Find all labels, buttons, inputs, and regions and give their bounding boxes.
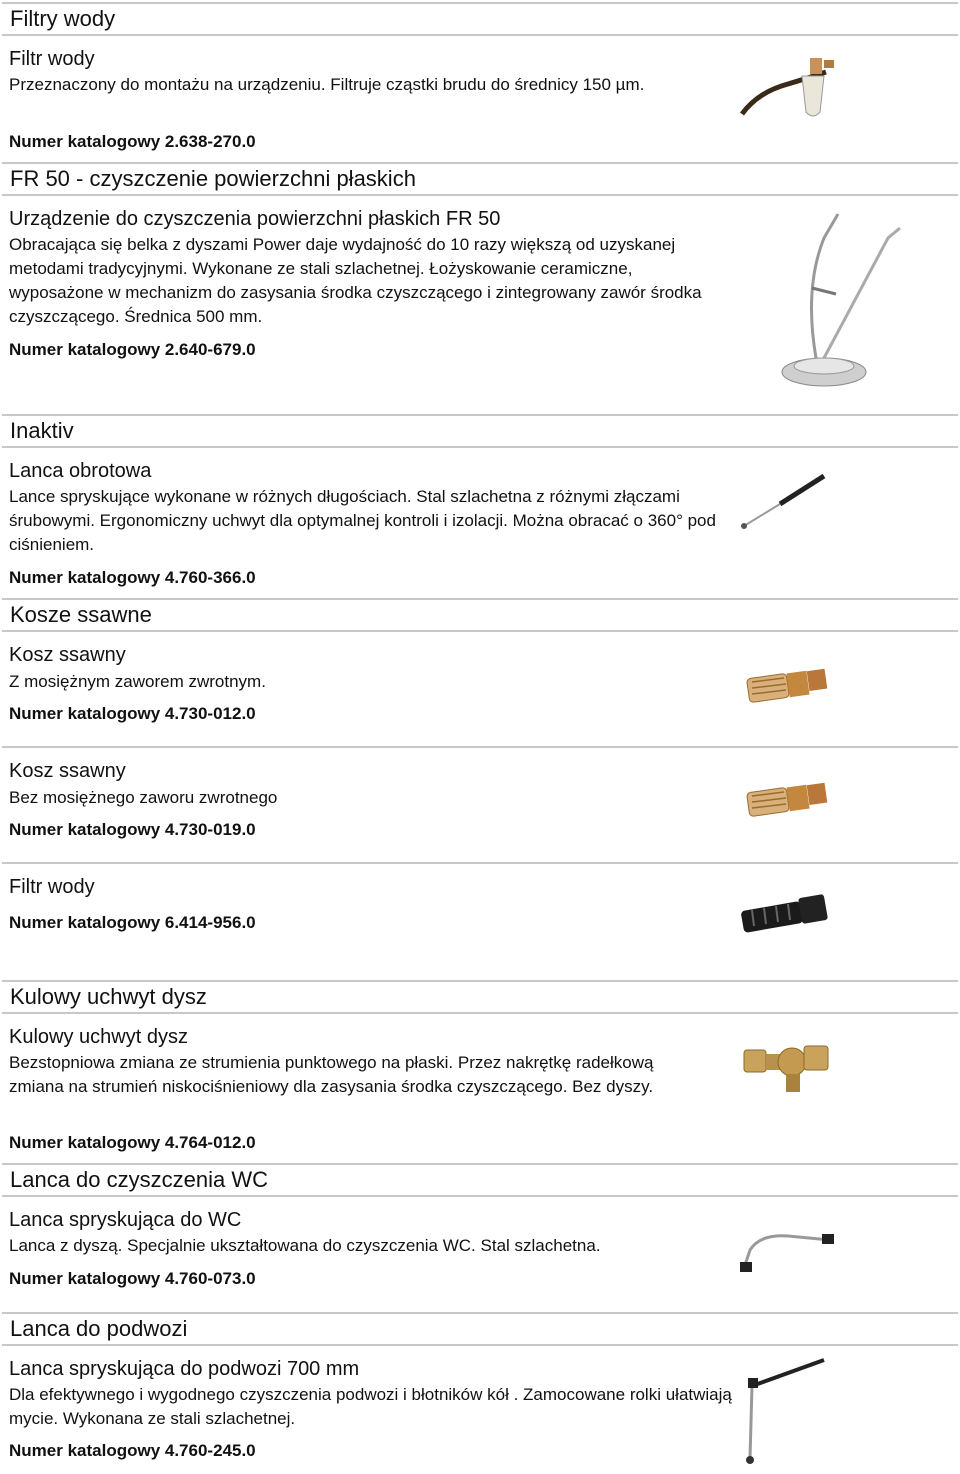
- section-title: Kosze ssawne: [10, 602, 152, 627]
- section-heading-kulowy: [2, 980, 958, 1014]
- catalog-number: Numer katalogowy 4.760-245.0: [9, 1441, 256, 1460]
- section-heading-kosze: [2, 598, 958, 632]
- item-title: Filtr wody: [9, 876, 95, 898]
- suction-basket-image: [744, 662, 834, 710]
- suction-basket-image: [744, 776, 834, 824]
- section-heading-fr50: [2, 162, 958, 196]
- ball-nozzle-holder-image: [740, 1036, 832, 1096]
- item-description: Dla efektywnego i wygodnego czyszczenia podwozi i błotników kół . Zamocowane rolki ułatwiają mycie. Wykonana ze stali szlachetnej.: [9, 1385, 732, 1428]
- item-title: Urządzenie do czyszczenia powierzchni płaskich FR 50: [9, 208, 501, 230]
- section-title: FR 50 - czyszczenie powierzchni płaskich: [10, 166, 416, 191]
- item-title: Lanca spryskująca do podwozi 700 mm: [9, 1358, 360, 1380]
- wc-lance-image: [738, 1222, 836, 1276]
- item-title: Kulowy uchwyt dysz: [9, 1026, 188, 1048]
- catalog-number: Numer katalogowy 4.764-012.0: [9, 1133, 256, 1152]
- catalog-number: Numer katalogowy 4.760-366.0: [9, 568, 256, 587]
- section-title: Inaktiv: [10, 418, 74, 443]
- item-divider: [2, 746, 958, 748]
- item-title: Lanca obrotowa: [9, 460, 152, 482]
- catalog-number: Numer katalogowy 4.730-012.0: [9, 704, 256, 723]
- item-description: Przeznaczony do montażu na urządzeniu. Filtruje cząstki brudu do średnicy 150 µm.: [9, 75, 645, 94]
- rotary-lance-image: [740, 470, 830, 530]
- section-heading-podwozie: [2, 1312, 958, 1346]
- catalog-number: Numer katalogowy 2.638-270.0: [9, 132, 256, 151]
- section-heading-wc: [2, 1163, 958, 1197]
- item-title: Kosz ssawny: [9, 760, 126, 782]
- surface-cleaner-image: [776, 208, 906, 394]
- item-description: Lance spryskujące wykonane w różnych długościach. Stal szlachetna z różnymi złączami śrubowymi. Ergonomiczny uchwyt dla optymalnej kontroli i izolacji. Można obracać o 360° pod ciśnieniem.: [9, 487, 716, 554]
- section-heading-inaktiv: [2, 414, 958, 448]
- item-description: Lanca z dyszą. Specjalnie ukształtowana do czyszczenia WC. Stal szlachetna.: [9, 1236, 601, 1255]
- section-title: Lanca do czyszczenia WC: [10, 1167, 268, 1192]
- catalog-number: Numer katalogowy 6.414-956.0: [9, 913, 256, 932]
- catalog-number: Numer katalogowy 4.760-073.0: [9, 1269, 256, 1288]
- section-title: Lanca do podwozi: [10, 1316, 188, 1341]
- item-description: Bez mosiężnego zaworu zwrotnego: [9, 788, 278, 807]
- water-filter-image: [738, 52, 838, 124]
- item-divider: [2, 862, 958, 864]
- underbody-lance-image: [740, 1356, 830, 1466]
- item-description: Obracająca się belka z dyszami Power daje wydajność do 10 razy większą od uzyskanej metodami tradycyjnymi. Wykonane ze stali szlachetnej. Łożyskowanie ceramiczne, wyposażone w mechanizm do zasysania środka czyszczącego i zintegrowany zawór środka czyszczącego. Średnica 500 mm.: [9, 235, 702, 326]
- item-description: Bezstopniowa zmiana ze strumienia punktowego na płaski. Przez nakrętkę radełkową zmiana na strumień niskociśnieniowy dla zasysania środka czyszczącego. Bez dyszy.: [9, 1053, 654, 1096]
- item-description: Z mosiężnym zaworem zwrotnym.: [9, 672, 266, 691]
- item-title: Kosz ssawny: [9, 644, 126, 666]
- item-title: Lanca spryskująca do WC: [9, 1209, 242, 1231]
- section-heading-filtry: [2, 2, 958, 36]
- catalog-number: Numer katalogowy 4.730-019.0: [9, 820, 256, 839]
- section-title: Kulowy uchwyt dysz: [10, 984, 207, 1009]
- catalog-number: Numer katalogowy 2.640-679.0: [9, 340, 256, 359]
- black-filter-image: [736, 888, 836, 938]
- section-title: Filtry wody: [10, 6, 116, 31]
- item-title: Filtr wody: [9, 48, 95, 70]
